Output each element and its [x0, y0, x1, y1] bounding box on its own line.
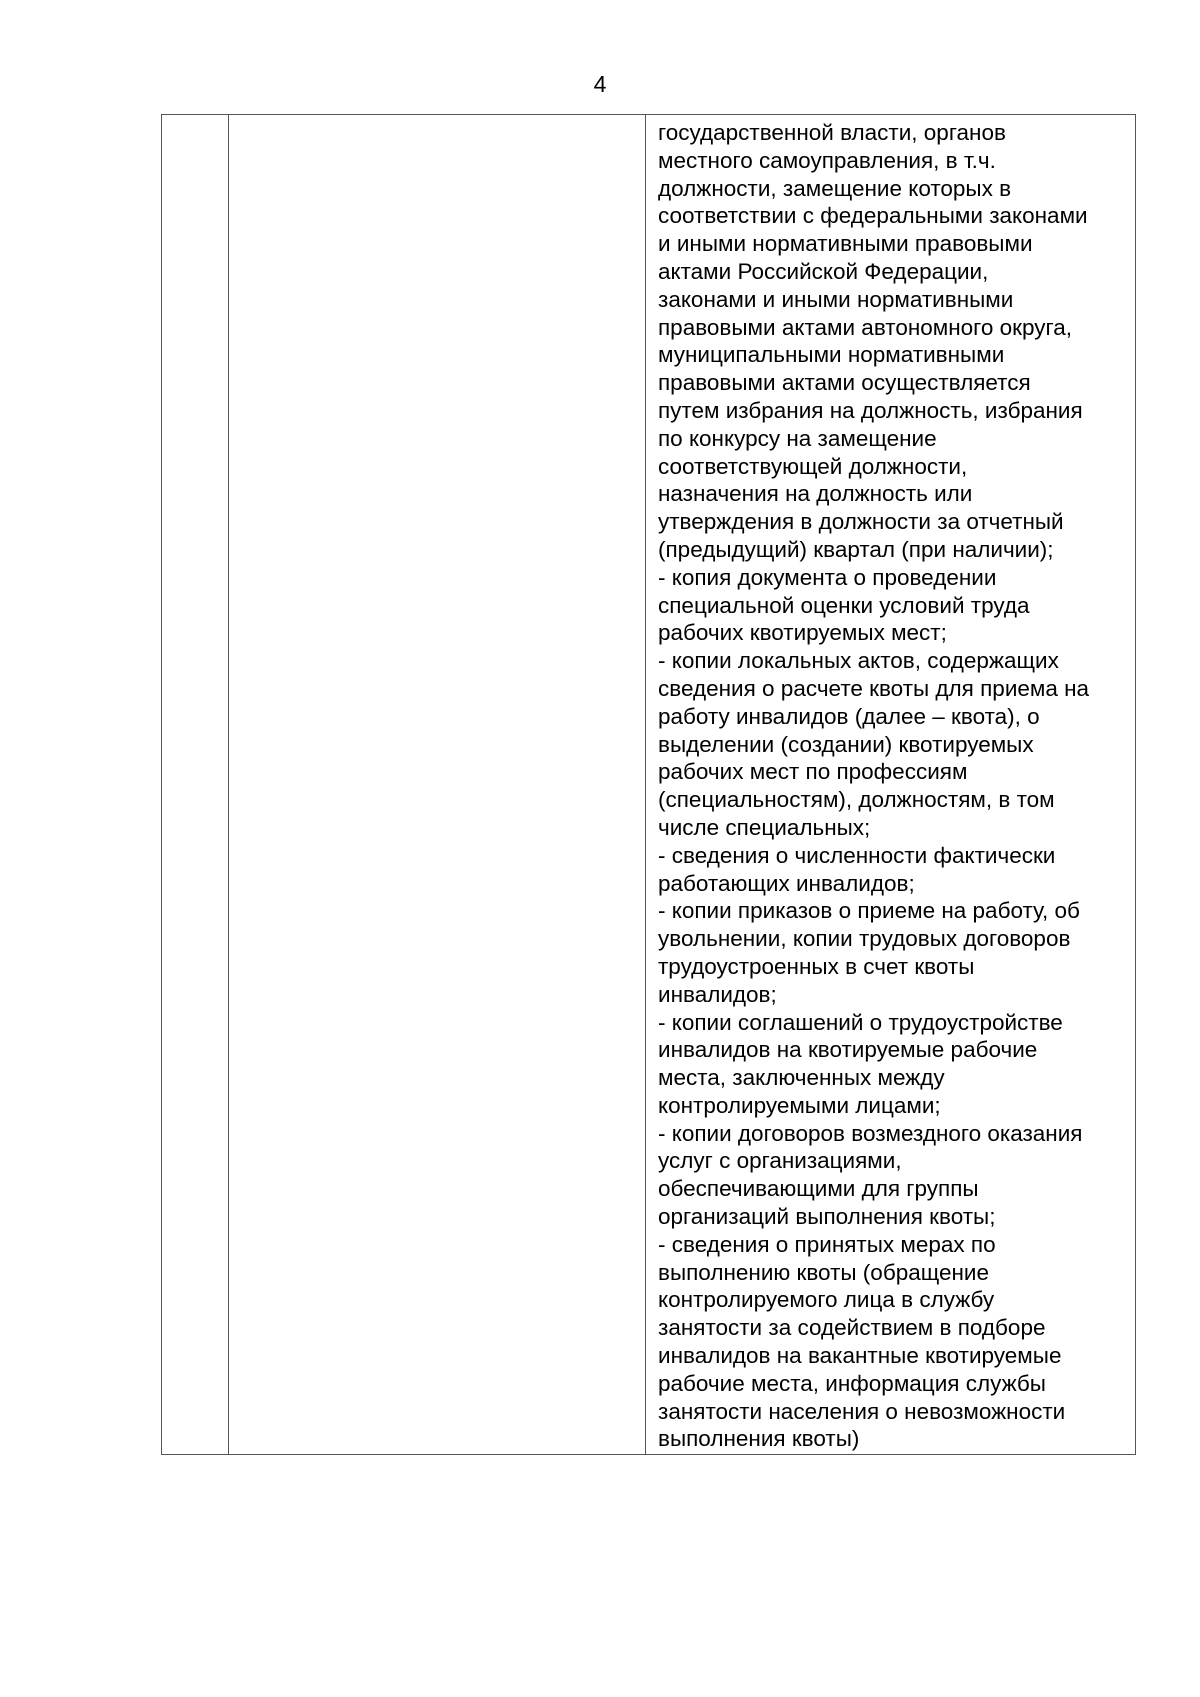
text-line: и иными нормативными правовыми — [658, 231, 1033, 257]
text-line: должности, замещение которых в — [658, 175, 1012, 201]
text-line: утверждения в должности за отчетный — [658, 509, 1064, 535]
document-table — [161, 114, 1136, 1455]
text-line: организаций выполнения квоты; — [658, 1204, 996, 1230]
text-line: занятости за содействием в подборе — [658, 1315, 1046, 1341]
text-line: трудоустроенных в счет квоты — [658, 953, 975, 979]
text-line: (предыдущий) квартал (при наличии); — [658, 536, 1054, 562]
text-line: - копии локальных актов, содержащих — [658, 648, 1059, 674]
text-line: - сведения о принятых мерах по — [658, 1231, 996, 1257]
text-line: выполнения квоты) — [658, 1426, 860, 1452]
text-line: выполнению квоты (обращение — [658, 1259, 990, 1285]
text-line: законами и иными нормативными — [658, 286, 1014, 312]
text-line: соответствии с федеральными законами — [658, 203, 1088, 229]
text-line: контролируемого лица в службу — [658, 1287, 995, 1313]
text-line: актами Российской Федерации, — [658, 258, 989, 284]
text-line: рабочие места, информация службы — [658, 1370, 1046, 1396]
text-line: (специальностям), должностям, в том — [658, 787, 1055, 813]
text-line: числе специальных; — [658, 814, 871, 840]
text-line: сведения о расчете квоты для приема на — [658, 675, 1090, 701]
text-line: услуг с организациями, — [658, 1148, 902, 1174]
text-line: по конкурсу на замещение — [658, 425, 937, 451]
table-cell-description — [229, 115, 646, 1455]
text-line: путем избрания на должность, избрания — [658, 397, 1083, 423]
text-line: занятости населения о невозможности — [658, 1398, 1066, 1424]
text-line: работающих инвалидов; — [658, 870, 915, 896]
text-line: правовыми актами осуществляется — [658, 370, 1031, 396]
text-line: увольнении, копии трудовых договоров — [658, 926, 1071, 952]
text-line: рабочих мест по профессиям — [658, 759, 968, 785]
text-line: инвалидов на вакантные квотируемые — [658, 1343, 1062, 1369]
text-line: - сведения о численности фактически — [658, 842, 1056, 868]
text-line: назначения на должность или — [658, 481, 973, 507]
text-line: соответствующей должности, — [658, 453, 968, 479]
text-line: - копии соглашений о трудоустройстве — [658, 1009, 1063, 1035]
page-number: 4 — [593, 71, 607, 97]
text-line: контролируемыми лицами; — [658, 1092, 941, 1118]
text-line: местного самоуправления, в т.ч. — [658, 147, 996, 173]
text-line: специальной оценки условий труда — [658, 592, 1030, 618]
text-line: рабочих квотируемых мест; — [658, 620, 947, 646]
text-line: - копии приказов о приеме на работу, об — [658, 898, 1080, 924]
documents-text — [646, 115, 1135, 1453]
text-line: - копии договоров возмездного оказания — [658, 1120, 1083, 1146]
text-line: инвалидов; — [658, 981, 777, 1007]
table-row — [162, 115, 1136, 1455]
text-line: работу инвалидов (далее – квота), о — [658, 703, 1040, 729]
text-line: муниципальными нормативными — [658, 342, 1005, 368]
text-line: обеспечивающими для группы — [658, 1176, 979, 1202]
text-line: выделении (создании) квотируемых — [658, 731, 1034, 757]
text-line: инвалидов на квотируемые рабочие — [658, 1037, 1038, 1063]
table-cell-documents — [646, 115, 1136, 1455]
text-line: места, заключенных между — [658, 1065, 945, 1091]
text-line: правовыми актами автономного округа, — [658, 314, 1073, 340]
table-cell-number — [162, 115, 229, 1455]
text-line: государственной власти, органов — [658, 120, 1006, 145]
text-line: - копия документа о проведении — [658, 564, 997, 590]
